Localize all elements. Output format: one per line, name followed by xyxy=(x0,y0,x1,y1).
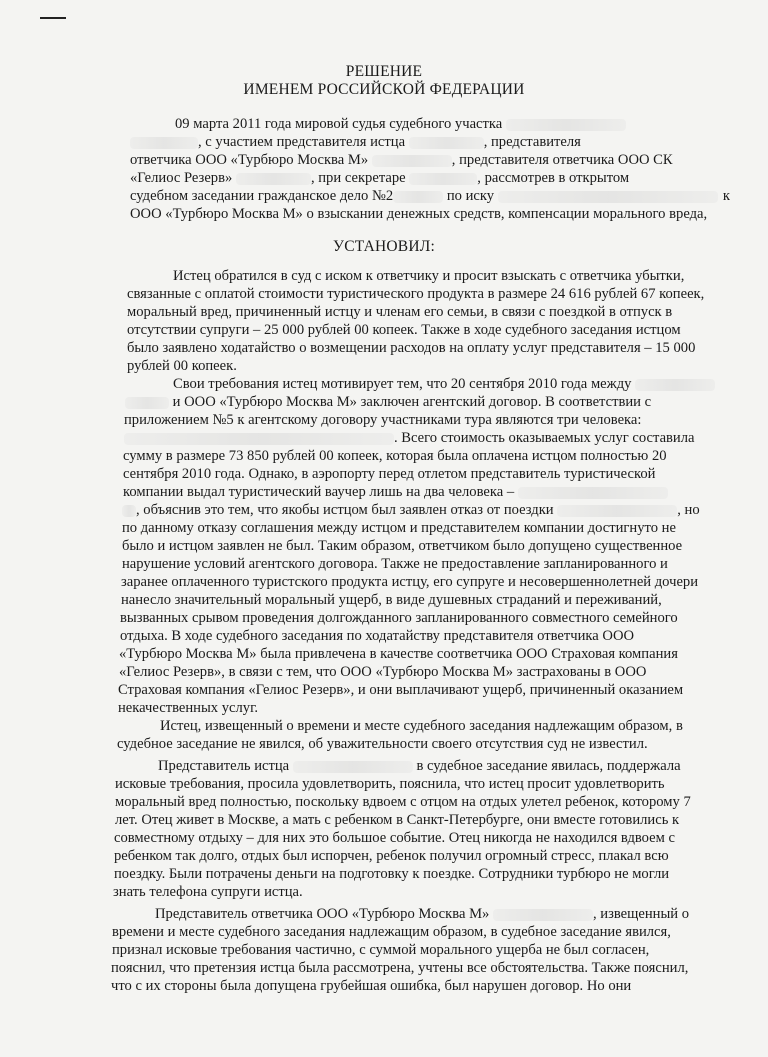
text-line: моральный вред полностью, поскольку вдвоем с отцом на отдых улетел ребенок, которому 7 xyxy=(115,794,691,810)
text-line: Страховая компания «Гелиос Резерв», и они выплачивают ущерб, причиненный оказанием xyxy=(118,682,684,698)
text-line: ответчика ООО «Турбюро Москва М» , представителя ответчика ООО СК xyxy=(130,152,673,168)
text-line: . Всего стоимость оказываемых услуг составила xyxy=(124,430,695,447)
redacted-area xyxy=(409,137,484,149)
redacted-area xyxy=(498,191,718,203)
redacted-area xyxy=(122,505,136,517)
redacted-area xyxy=(236,173,311,185)
text-line: Представитель истца в судебное заседание явилась, поддержала xyxy=(158,758,681,774)
text-line: 09 марта 2011 года мировой судья судебного участка xyxy=(175,116,626,133)
text-line: нанесло значительный моральный ущерб, в виде душевных страданий и переживаний, xyxy=(121,592,662,608)
text-line: Свои требования истец мотивирует тем, что 20 сентября 2010 года между xyxy=(173,376,715,393)
text-line: было заявлено ходатайство о возмещении расходов на оплату услуг представителя – 15 000 xyxy=(127,340,696,356)
text-line: исковые требования, просила удовлетворить, пояснила, что истец просит удовлетворить xyxy=(115,776,665,792)
text-line: ООО «Турбюро Москва М» о взыскании денежных средств, компенсации морального вреда, xyxy=(130,206,708,222)
text-line: связанные с оплатой стоимости туристического продукта в размере 24 616 рублей 67 копеек, xyxy=(127,286,705,302)
redacted-area xyxy=(372,155,452,167)
text-line: знать телефона супруги истца. xyxy=(113,884,303,900)
redacted-area xyxy=(125,397,169,409)
text-line: совместному отдыху – для них это большое событие. Отец никогда не находился вдвоем с xyxy=(114,830,675,846)
redacted-area xyxy=(409,173,477,185)
document-subtitle: ИМЕНЕМ РОССИЙСКОЙ ФЕДЕРАЦИИ xyxy=(243,81,525,98)
text-line: отдыха. В ходе судебного заседания по ходатайству представителя ответчика ООО xyxy=(120,628,635,644)
text-line: Истец обратился в суд с иском к ответчику и просит взыскать с ответчика убытки, xyxy=(173,268,685,284)
document-title: РЕШЕНИЕ xyxy=(345,63,423,80)
text-line: что с их стороны была допущена грубейшая ошибка, был нарушен договор. Но они xyxy=(111,978,632,994)
text-line: «Гелиос Резерв», в связи с тем, что ООО «Турбюро Москва М» застрахованы в ООО xyxy=(119,664,647,680)
text-line: было и истцом заявлен не был. Таким образом, ответчиком было допущено существенное xyxy=(122,538,683,554)
text-line: сумму в размере 73 850 рублей 00 копеек, которая была оплачена истцом полностью 20 xyxy=(123,448,667,464)
text-line: Истец, извещенный о времени и месте судебного заседания надлежащим образом, в xyxy=(160,718,683,734)
text-line: заранее оплаченного туристского продукта истцу, его супруге и несовершеннолетней дочери xyxy=(121,574,699,590)
text-line: некачественных услуг. xyxy=(118,700,259,716)
scan-mark xyxy=(40,17,66,19)
text-line: компании выдал туристический ваучер лишь на два человека – xyxy=(123,484,668,501)
redacted-area xyxy=(506,119,626,131)
text-line: поездку. Были потрачены деньги на подготовку к поездке. Сотрудники турбюро не могли xyxy=(114,866,670,882)
text-line: времени и месте судебного заседания надлежащим образом, в судебное заседание явился, xyxy=(112,924,671,940)
redacted-area xyxy=(518,487,668,499)
redacted-area xyxy=(493,909,593,921)
text-line: лет. Отец живет в Москве, а мать с ребенком в Санкт-Петербурге, они вместе готовились к xyxy=(115,812,680,828)
text-line: , объяснив это тем, что якобы истцом был заявлен отказ от поездки , но xyxy=(122,502,700,519)
text-line: ребенком так долго, отдых был испорчен, ребенок получил огромный стресс, плакал всю xyxy=(114,848,669,864)
redacted-area xyxy=(130,137,198,149)
text-line: рублей 00 копеек. xyxy=(127,358,237,374)
text-line: приложением №5 к агентскому договору участниками тура являются три человека: xyxy=(124,412,642,428)
redacted-area xyxy=(635,379,715,391)
redacted-area xyxy=(393,191,443,203)
redacted-area xyxy=(124,433,394,445)
text-line: вызванных срывом проведения долгожданного запланированного совместного семейного xyxy=(120,610,678,626)
text-line: Представитель ответчика ООО «Турбюро Москва М» , извещенный о xyxy=(155,906,690,922)
text-line: по данному отказу соглашения между истцом и представителем компании достигнуто не xyxy=(122,520,676,536)
text-line: сентября 2010 года. Однако, в аэропорту перед отлетом представитель туристической xyxy=(123,466,656,482)
text-line: пояснил, что претензия истца была рассмотрена, учтены все обстоятельства. Также пояснил, xyxy=(111,960,689,976)
redacted-area xyxy=(293,761,413,773)
text-line: признал исковые требования частично, с суммой морального ущерба не был согласен, xyxy=(112,942,650,958)
text-line: «Гелиос Резерв» , при секретаре , рассмотрев в открытом xyxy=(130,170,630,186)
text-line: отсутствии супруги – 25 000 рублей 00 копеек. Также в ходе судебного заседания истцом xyxy=(127,322,681,338)
redacted-area xyxy=(557,505,677,517)
text-line: и ООО «Турбюро Москва М» заключен агентский договор. В соответствии с xyxy=(125,394,651,411)
text-line: судебном заседании гражданское дело №2 по иску к xyxy=(130,188,730,204)
section-heading: УСТАНОВИЛ: xyxy=(333,238,435,255)
text-line: нарушение условий агентского договора. Также не предоставление запланированного и xyxy=(122,556,668,572)
text-line: судебное заседание не явился, об уважительности своего отсутствия суд не известил. xyxy=(117,736,648,752)
text-line: , с участием представителя истца , представителя xyxy=(130,134,730,151)
text-line: «Турбюро Москва М» была привлечена в качестве соответчика ООО Страховая компания xyxy=(119,646,678,662)
text-line: моральный вред, причиненный истцу и членам его семьи, в связи с поездкой в отпуск в xyxy=(127,304,673,320)
